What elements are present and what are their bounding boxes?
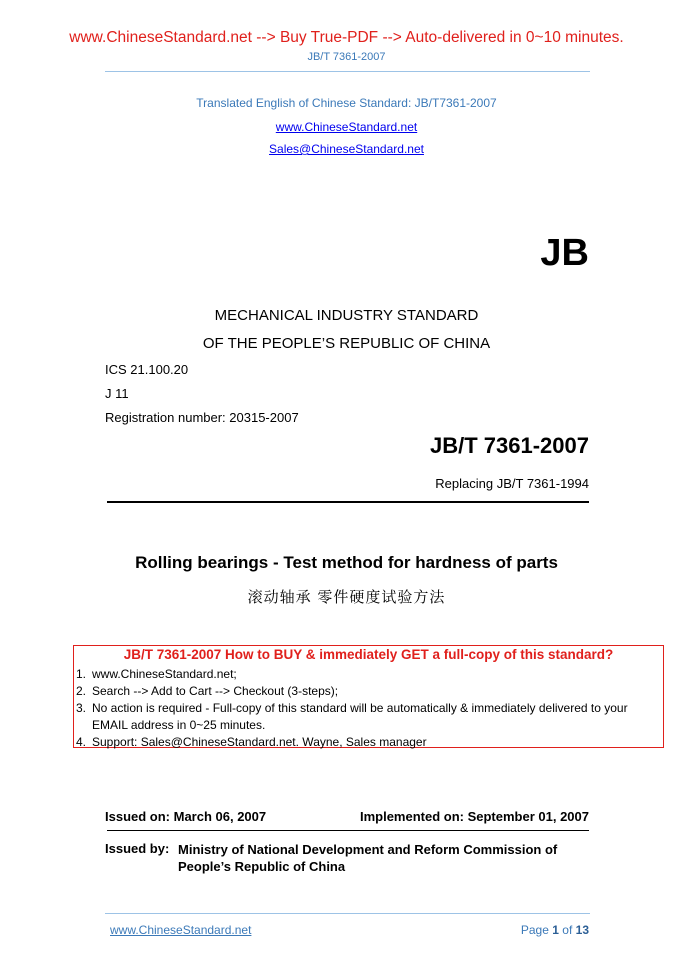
document-number: JB/T 7361-2007 bbox=[430, 433, 589, 458]
issued-by-value: Ministry of National Development and Reform Commission of People’s Republic of China bbox=[178, 842, 558, 874]
ics-code: ICS 21.100.20 bbox=[105, 362, 189, 377]
top-banner[interactable]: www.ChineseStandard.net --> Buy True-PDF --> Auto-delivered in 0~10 minutes. bbox=[69, 29, 624, 46]
standard-title-line2: OF THE PEOPLE’S REPUBLIC OF CHINA bbox=[202, 335, 491, 352]
footer-divider bbox=[105, 913, 590, 914]
issued-by-label: Issued by: bbox=[105, 841, 170, 856]
footer-site-link[interactable]: www.ChineseStandard.net bbox=[110, 923, 252, 937]
buy-box-heading: JB/T 7361-2007 How to BUY & immediately GET a full-copy of this standard? bbox=[123, 647, 614, 662]
site-link[interactable]: www.ChineseStandard.net bbox=[275, 120, 418, 134]
jb-logo: JB bbox=[540, 232, 589, 274]
translated-line: Translated English of Chinese Standard: JB/T7361-2007 bbox=[196, 96, 497, 110]
standard-title-line1: MECHANICAL INDUSTRY STANDARD bbox=[214, 307, 479, 324]
classification-code: J 11 bbox=[105, 386, 129, 401]
list-item: 4. Support: Sales@ChineseStandard.net. Wayne, Sales manager bbox=[76, 735, 427, 749]
replacing-note: Replacing JB/T 7361-1994 bbox=[435, 476, 589, 491]
list-item: 1. www.ChineseStandard.net; bbox=[76, 667, 237, 681]
issue-divider bbox=[107, 830, 589, 831]
sales-email-link[interactable]: Sales@ChineseStandard.net bbox=[269, 142, 424, 156]
title-chinese: 滚动轴承 零件硬度试验方法 bbox=[247, 588, 446, 606]
registration-number: Registration number: 20315-2007 bbox=[105, 410, 299, 425]
list-item: 2. Search --> Add to Cart --> Checkout (3-steps); bbox=[76, 684, 339, 698]
title-english: Rolling bearings - Test method for hardness of parts bbox=[135, 553, 558, 572]
list-item: 3. No action is required - Full-copy of this standard will be automatically & immediately delivered to your EMAIL address in 0~25 minutes. bbox=[76, 701, 628, 732]
header-divider bbox=[105, 71, 590, 72]
title-divider bbox=[107, 501, 589, 503]
buy-info-box bbox=[73, 645, 664, 748]
buy-steps-list bbox=[75, 666, 663, 751]
issued-on: Issued on: March 06, 2007 bbox=[105, 809, 267, 824]
page-indicator: Page 1 of 13 bbox=[520, 923, 589, 937]
implemented-on: Implemented on: September 01, 2007 bbox=[359, 809, 589, 824]
header-docref: JB/T 7361-2007 bbox=[307, 51, 386, 63]
